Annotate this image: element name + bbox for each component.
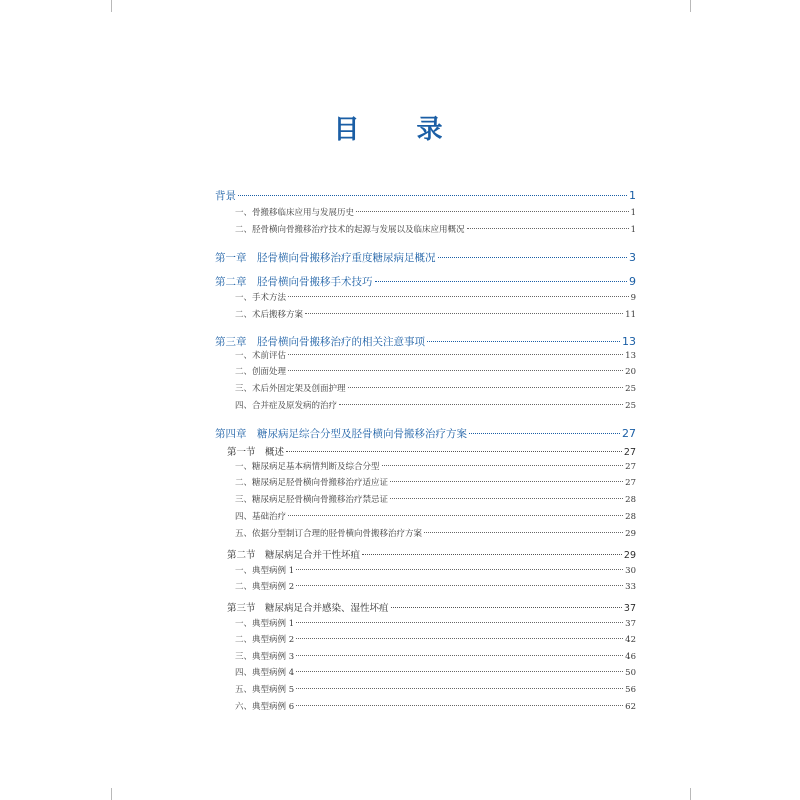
dot-leader	[296, 705, 623, 706]
toc-entry-label: 一、术前评估	[235, 351, 287, 361]
toc-entry-label: 四、典型病例 4	[235, 668, 295, 678]
toc-entry-label: 二、典型病例 2	[235, 635, 295, 645]
toc-page-number: 20	[625, 367, 636, 377]
toc-subentry	[215, 399, 636, 411]
toc-page-number: 29	[625, 529, 636, 539]
toc-page-number: 28	[625, 495, 636, 505]
dot-leader	[348, 387, 624, 388]
toc-page-number: 29	[623, 550, 636, 561]
toc-page-number: 27	[625, 462, 636, 472]
toc-chapter-entry	[215, 188, 636, 203]
toc-entry-label: 第二章 胫骨横向骨搬移手术技巧	[215, 276, 373, 288]
dot-leader	[288, 515, 623, 516]
toc-subentry	[215, 291, 636, 303]
dot-leader	[296, 622, 623, 623]
dot-leader	[467, 228, 629, 229]
toc-entry-label: 三、术后外固定架及创面护理	[235, 384, 346, 394]
dot-leader	[375, 281, 628, 282]
toc-subentry	[215, 382, 636, 394]
dot-leader	[296, 569, 623, 570]
dot-leader	[288, 354, 623, 355]
dot-leader	[438, 257, 628, 258]
toc-entry-label: 背景	[215, 190, 236, 202]
toc-entry-label: 二、胫骨横向骨搬移治疗技术的起源与发展以及临床应用概况	[235, 225, 465, 235]
toc-chapter-entry	[215, 334, 636, 349]
toc-page-number: 37	[623, 603, 636, 614]
toc-subentry	[215, 223, 636, 235]
toc-subentry	[215, 460, 636, 472]
toc-page-number: 42	[625, 635, 636, 645]
dot-leader	[391, 607, 622, 608]
crop-mark	[690, 788, 691, 800]
dot-leader	[288, 296, 629, 297]
toc-entry-label: 二、术后搬移方案	[235, 310, 304, 320]
dot-leader	[339, 404, 623, 405]
toc-subentry	[215, 493, 636, 505]
toc-page-number: 1	[630, 208, 636, 218]
toc-page-number: 9	[630, 293, 636, 303]
dot-leader	[390, 481, 623, 482]
toc-chapter-entry	[215, 274, 636, 289]
toc-page-number: 25	[625, 401, 636, 411]
toc-subentry	[215, 206, 636, 218]
toc-subentry	[215, 365, 636, 377]
toc-entry-label: 一、糖尿病足基本病情判断及综合分型	[235, 462, 380, 472]
toc-entry-label: 四、合并症及原发病的治疗	[235, 401, 338, 411]
toc-subentry	[215, 564, 636, 576]
dot-leader	[469, 433, 620, 434]
dot-leader	[382, 465, 624, 466]
dot-leader	[296, 671, 623, 672]
toc-subentry	[215, 527, 636, 539]
toc-entry-label: 一、骨搬移临床应用与发展历史	[235, 208, 355, 218]
toc-subentry	[215, 650, 636, 662]
toc-subentry	[215, 308, 636, 320]
dot-leader	[296, 585, 623, 586]
toc-page-number: 27	[622, 427, 636, 440]
toc-subentry	[215, 580, 636, 592]
toc-chapter-entry	[215, 426, 636, 441]
toc-entry-label: 二、糖尿病足胫骨横向骨搬移治疗适应证	[235, 478, 389, 488]
toc-chapter-entry	[215, 250, 636, 265]
toc-entry-label: 五、典型病例 5	[235, 685, 295, 695]
toc-page-number: 27	[623, 447, 636, 458]
toc-entry-label: 六、典型病例 6	[235, 702, 295, 712]
toc-page-number: 27	[625, 478, 636, 488]
toc-subentry	[215, 633, 636, 645]
toc-entry-label: 五、依据分型制订合理的胫骨横向骨搬移治疗方案	[235, 529, 423, 539]
toc-page-number: 3	[629, 251, 636, 264]
toc-entry-label: 一、典型病例 1	[235, 619, 295, 629]
toc-subentry	[215, 476, 636, 488]
toc-page-number: 1	[630, 225, 636, 235]
dot-leader	[288, 370, 623, 371]
toc-entry-label: 第二节 糖尿病足合并干性坏疽	[227, 550, 361, 561]
toc-page-number: 28	[625, 512, 636, 522]
crop-mark	[111, 788, 112, 800]
dot-leader	[286, 451, 622, 452]
toc-entry-label: 第四章 糖尿病足综合分型及胫骨横向骨搬移治疗方案	[215, 428, 467, 440]
dot-leader	[238, 195, 627, 196]
toc-entry-label: 二、创面处理	[235, 367, 287, 377]
toc-subentry	[215, 700, 636, 712]
toc-page-number: 9	[629, 275, 636, 288]
dot-leader	[427, 341, 620, 342]
dot-leader	[296, 655, 623, 656]
page-title: 目 录	[333, 115, 467, 145]
toc-page-number: 1	[629, 189, 636, 202]
toc-page-number: 56	[625, 685, 636, 695]
crop-mark	[690, 0, 691, 12]
toc-page-number: 46	[625, 652, 636, 662]
toc-entry-label: 一、手术方法	[235, 293, 287, 303]
toc-entry-label: 三、典型病例 3	[235, 652, 295, 662]
toc-section-entry	[215, 547, 636, 561]
toc-entry-label: 第一节 概述	[227, 447, 285, 458]
toc-entry-label: 第一章 胫骨横向骨搬移治疗重度糖尿病足概况	[215, 252, 436, 264]
toc-subentry	[215, 683, 636, 695]
toc-page-number: 13	[622, 335, 636, 348]
dot-leader	[424, 532, 623, 533]
toc-entry-label: 四、基础治疗	[235, 512, 287, 522]
toc-entry-label: 第三章 胫骨横向骨搬移治疗的相关注意事项	[215, 336, 425, 348]
toc-entry-label: 一、典型病例 1	[235, 566, 295, 576]
toc-subentry	[215, 617, 636, 629]
toc-page-number: 50	[625, 668, 636, 678]
toc-page-number: 11	[625, 310, 636, 320]
dot-leader	[390, 498, 623, 499]
dot-leader	[296, 638, 623, 639]
toc-page-number: 30	[625, 566, 636, 576]
toc-entry-label: 二、典型病例 2	[235, 582, 295, 592]
toc-page-number: 37	[625, 619, 636, 629]
toc-entry-label: 第三节 糖尿病足合并感染、湿性坏疽	[227, 603, 389, 614]
toc-page-number: 25	[625, 384, 636, 394]
toc-page-number: 13	[625, 351, 636, 361]
toc-subentry	[215, 349, 636, 361]
toc-page-number: 33	[625, 582, 636, 592]
dot-leader	[362, 554, 622, 555]
dot-leader	[305, 313, 623, 314]
toc-section-entry	[215, 444, 636, 458]
toc-entry-label: 三、糖尿病足胫骨横向骨搬移治疗禁忌证	[235, 495, 389, 505]
crop-mark	[111, 0, 112, 12]
toc-subentry	[215, 510, 636, 522]
dot-leader	[296, 688, 623, 689]
toc-section-entry	[215, 600, 636, 614]
dot-leader	[356, 211, 629, 212]
toc-subentry	[215, 666, 636, 678]
toc-page-number: 62	[625, 702, 636, 712]
